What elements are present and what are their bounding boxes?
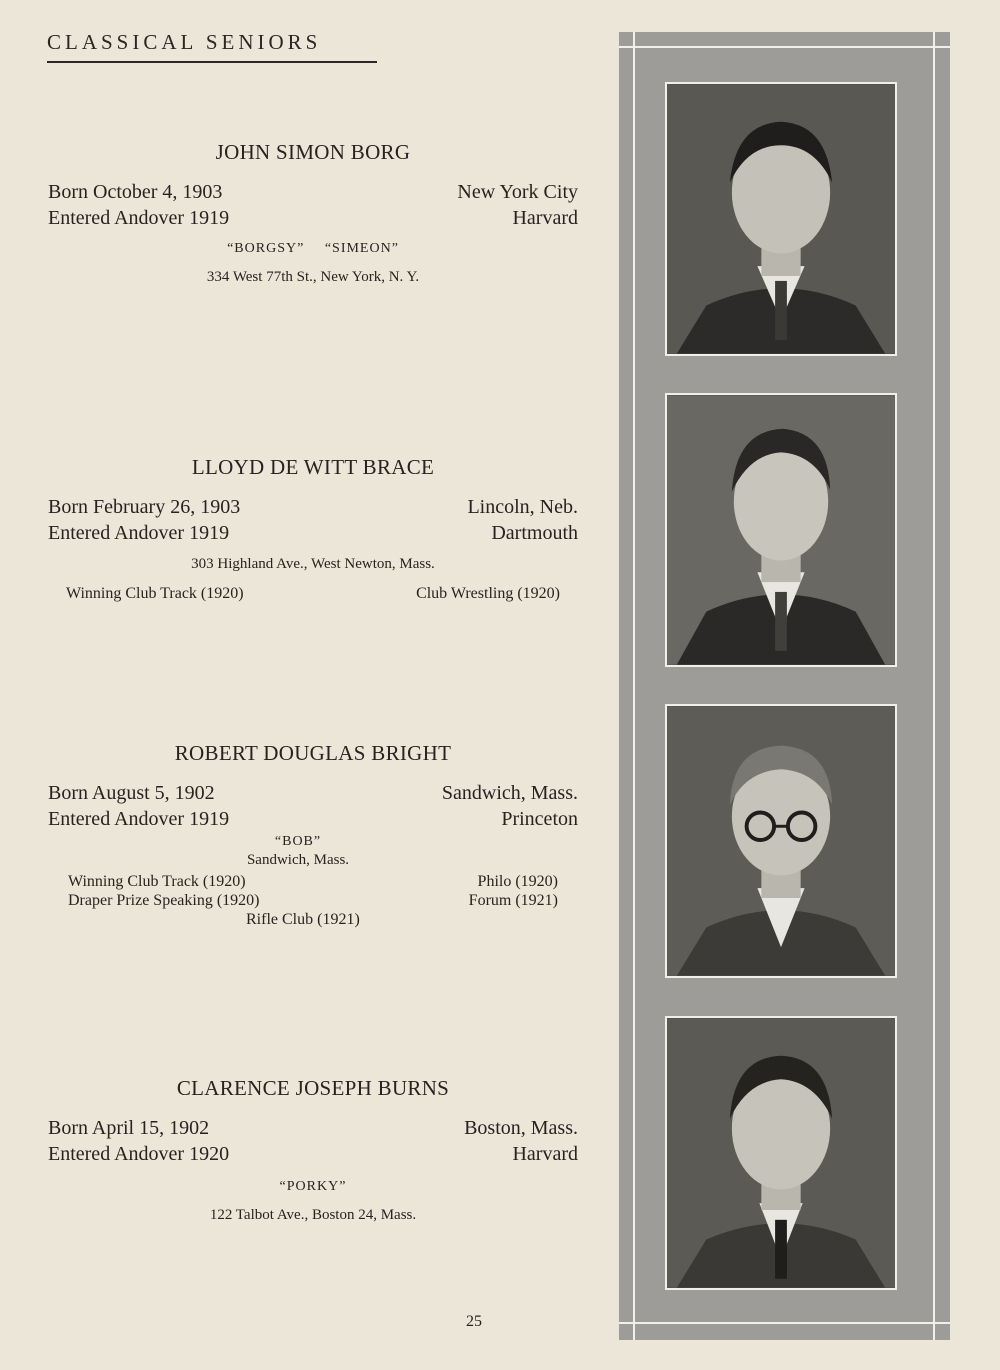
nickname: “SIMEON” xyxy=(324,241,399,256)
hometown: Sandwich, Mass. xyxy=(441,782,578,804)
birth-date: Born October 4, 1903 xyxy=(48,181,223,203)
college: Harvard xyxy=(512,207,578,229)
birth-date: Born April 15, 1902 xyxy=(48,1117,210,1139)
nickname: “BOB” xyxy=(274,834,322,849)
activity: Rifle Club (1921) xyxy=(246,911,360,928)
address: Sandwich, Mass. xyxy=(246,852,350,868)
address: 122 Talbot Ave., Boston 24, Mass. xyxy=(209,1207,417,1223)
birth-row xyxy=(48,780,578,806)
birth-date: Born August 5, 1902 xyxy=(48,782,215,804)
entered-row xyxy=(48,520,578,546)
birth-row xyxy=(48,1115,578,1141)
student-name: ROBERT DOUGLAS BRIGHT xyxy=(174,741,452,765)
portrait-figure xyxy=(667,84,895,354)
activity: Club Wrestling (1920) xyxy=(416,585,560,602)
frame-line-top xyxy=(619,46,950,48)
activity: Draper Prize Speaking (1920) xyxy=(68,892,260,909)
nicknames xyxy=(48,1179,578,1195)
portrait-photo xyxy=(665,704,897,978)
student-name: CLARENCE JOSEPH BURNS xyxy=(176,1076,450,1100)
address: 334 West 77th St., New York, N. Y. xyxy=(206,269,420,285)
hometown: Lincoln, Neb. xyxy=(467,496,578,518)
nickname: “PORKY” xyxy=(279,1179,347,1194)
activity: Forum (1921) xyxy=(468,892,558,909)
nicknames xyxy=(33,834,563,850)
section-title: CLASSICAL SENIORS xyxy=(47,30,322,54)
hometown: New York City xyxy=(457,181,578,203)
portrait-figure xyxy=(667,395,895,665)
entered-year: Entered Andover 1919 xyxy=(48,207,230,229)
portrait-photo xyxy=(665,1016,897,1290)
college: Harvard xyxy=(512,1143,578,1165)
activity: Winning Club Track (1920) xyxy=(68,873,246,890)
entered-row xyxy=(48,205,578,231)
entered-year: Entered Andover 1919 xyxy=(48,808,230,830)
portrait-photo xyxy=(665,393,897,667)
frame-line-bottom xyxy=(619,1322,950,1324)
student-name: JOHN SIMON BORG xyxy=(215,140,411,164)
college: Princeton xyxy=(501,808,578,830)
photo-strip xyxy=(619,32,950,1340)
college: Dartmouth xyxy=(491,522,578,544)
page-number: 25 xyxy=(466,1313,482,1330)
entered-row xyxy=(48,1141,578,1167)
portrait-photo xyxy=(665,82,897,356)
portrait-figure xyxy=(667,706,895,976)
birth-row xyxy=(48,494,578,520)
portrait-figure xyxy=(667,1018,895,1288)
nickname: “BORGSY” xyxy=(227,241,305,256)
activity: Philo (1920) xyxy=(477,873,558,890)
frame-line-left xyxy=(633,32,635,1340)
entered-row xyxy=(48,806,578,832)
nicknames xyxy=(48,241,578,257)
entered-year: Entered Andover 1919 xyxy=(48,522,230,544)
birth-date: Born February 26, 1903 xyxy=(48,496,241,518)
address: 303 Highland Ave., West Newton, Mass. xyxy=(191,556,435,572)
section-title-underline xyxy=(47,61,377,63)
entered-year: Entered Andover 1920 xyxy=(48,1143,230,1165)
birth-row xyxy=(48,179,578,205)
frame-line-right xyxy=(933,32,935,1340)
student-name: LLOYD DE WITT BRACE xyxy=(191,455,435,479)
activity: Winning Club Track (1920) xyxy=(66,585,244,602)
hometown: Boston, Mass. xyxy=(464,1117,578,1139)
